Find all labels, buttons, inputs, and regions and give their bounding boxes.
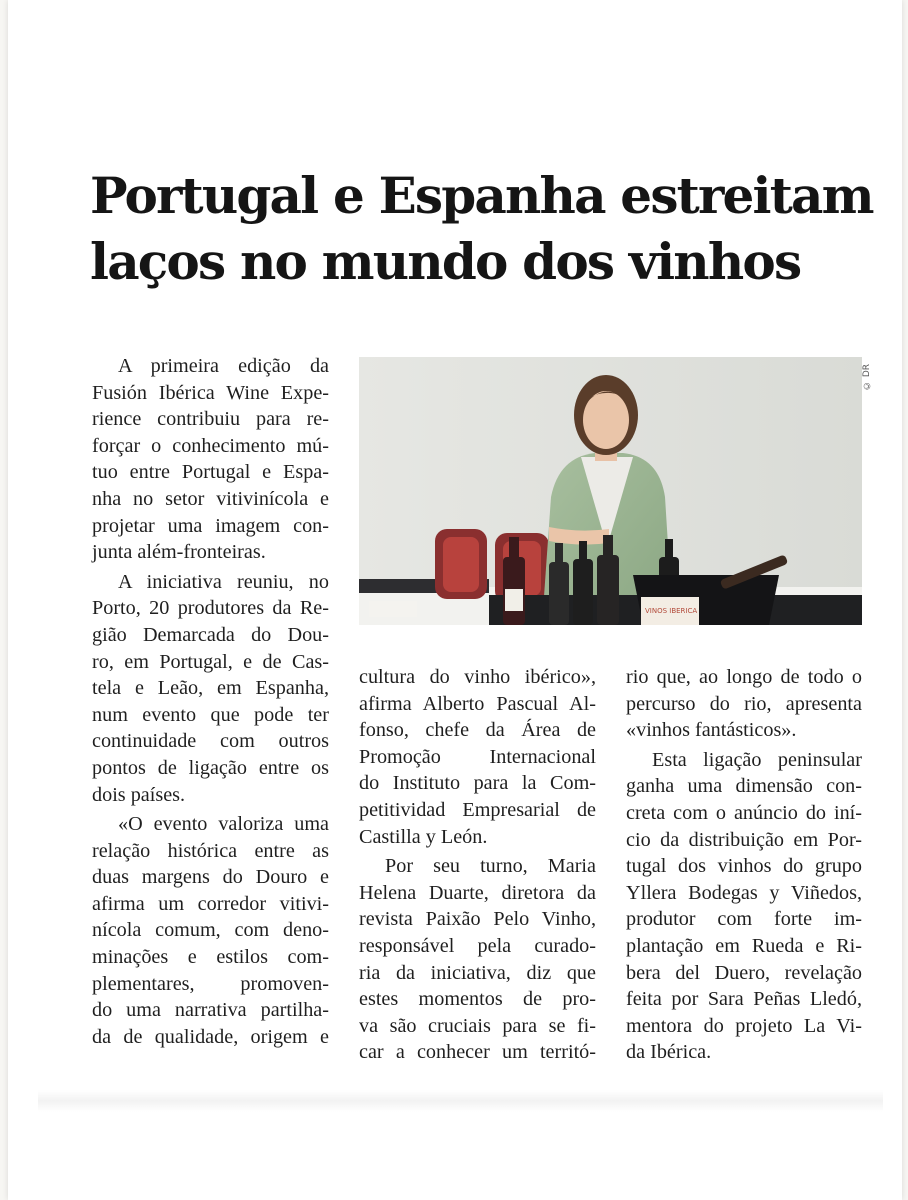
article-text-line: rience contribuiu para re- — [92, 408, 329, 431]
event-sign — [641, 597, 699, 625]
article-text-line: rio que, ao longo de todo o — [626, 666, 862, 688]
article-text-line: estes momentos de pro- — [359, 988, 596, 1011]
article-text-line: «O evento valoriza uma — [118, 813, 329, 836]
article-text-line: minações e estilos com- — [92, 946, 329, 969]
article-text-line: plementares, promoven- — [92, 972, 329, 995]
article-text-line: cultura do vinho ibérico», — [359, 666, 596, 688]
article-text-line: Porto, 20 produtores da Re- — [92, 597, 329, 620]
chair-1 — [435, 529, 487, 599]
paragraph-gap — [626, 1066, 862, 1069]
article-text-line: projetar uma imagem con- — [92, 514, 329, 537]
article-text-line: mentora do projeto La Vi- — [626, 1014, 862, 1037]
headline-line-2: laços no mundo dos vinhos — [90, 232, 801, 291]
article-text-line: forçar o conhecimento mú- — [92, 434, 329, 457]
article-text-line: creta com o anúncio do iní- — [626, 801, 862, 824]
article-text-line: petitividad Empresarial de — [359, 798, 596, 821]
article-text-line: do Instituto para la Com- — [359, 772, 596, 795]
article-text-line: do uma narrativa partilha- — [92, 999, 329, 1022]
headline-line-1: Portugal e Espanha estreitam — [90, 166, 873, 225]
article-text-line: plantação em Rueda e Ri- — [626, 934, 862, 957]
article-text-line: junta além-fronteiras. — [92, 541, 266, 564]
article-text-line: A iniciativa reuniu, no — [118, 570, 329, 593]
article-text-line: afirma Alberto Pascual Al- — [359, 692, 596, 715]
article-text-line: da Ibérica. — [626, 1041, 712, 1064]
article-text-line: Esta ligação peninsular — [652, 748, 862, 771]
article-text-line: va são cruciais para se fi- — [359, 1014, 596, 1037]
article-text-line: tuo entre Portugal e Espa- — [92, 461, 329, 484]
article-text-line: A primeira edição da — [118, 355, 329, 377]
article-text-line: fonso, chefe da Área de — [359, 719, 596, 742]
article-text-line: Castilla y León. — [359, 825, 488, 848]
article-text-line: gião Demarcada do Dou- — [92, 623, 329, 646]
photo-credit: © DR — [862, 363, 872, 390]
article-text-line: Por seu turno, Maria — [385, 855, 596, 878]
article-text-line: pontos de ligação entre os — [92, 756, 329, 779]
article-text-line: ro, em Portugal, e de Cas- — [92, 650, 329, 673]
article-text-line: feita por Sara Peñas Lledó, — [626, 988, 862, 1011]
article-text-line: revista Paixão Pelo Vinho, — [359, 908, 596, 931]
article-text-line: dois países. — [92, 783, 186, 806]
photo-illustration — [359, 357, 862, 625]
article-text-line: duas margens do Douro e — [92, 866, 329, 889]
article-text-line: num evento que pode ter — [92, 703, 329, 726]
article-text-line: Helena Duarte, diretora da — [359, 881, 596, 904]
article-text-line: produtor com forte im- — [626, 908, 862, 931]
article-text-line: da de qualidade, origem e — [92, 1025, 329, 1048]
article-text-line: relação histórica entre as — [92, 839, 329, 862]
article-column-3 — [626, 664, 862, 1069]
article-text-line: afirma um corredor vitivi- — [92, 892, 329, 915]
article-text-line: nha no setor vitivinícola e — [92, 487, 329, 510]
article-column-2 — [359, 664, 596, 1066]
article-text-line: continuidade com outros — [92, 730, 329, 753]
article-text-line: percurso do rio, apresenta — [626, 692, 862, 715]
article-headline — [90, 163, 880, 295]
article-text-line: cio da distribuição em Por- — [626, 828, 862, 851]
article-text-line: Fusión Ibérica Wine Expe- — [92, 381, 329, 404]
article-text-line: responsável pela curado- — [359, 934, 596, 957]
article-text-line: Yllera Bodegas y Viñedos, — [626, 881, 862, 904]
page-fold-shadow — [38, 1090, 883, 1112]
article-text-line: tugal dos vinhos do grupo — [626, 855, 862, 878]
event-sign-text: VINOS IBERICA — [645, 607, 698, 615]
article-text-line: ria da iniciativa, diz que — [359, 961, 596, 984]
article-text-line: car a conhecer um territó- — [359, 1041, 596, 1064]
article-photo — [359, 357, 862, 625]
article-text-line: tela e Leão, em Espanha, — [92, 677, 329, 700]
article-text-line: bera del Duero, revelação — [626, 961, 862, 984]
article-text-line: ganha uma dimensão con- — [626, 775, 862, 798]
article-column-1 — [92, 353, 329, 1050]
article-text-line: nícola comum, com deno- — [92, 919, 329, 942]
article-text-line: «vinhos fantásticos». — [626, 719, 797, 742]
article-text-line: Promoção Internacional — [359, 745, 596, 768]
